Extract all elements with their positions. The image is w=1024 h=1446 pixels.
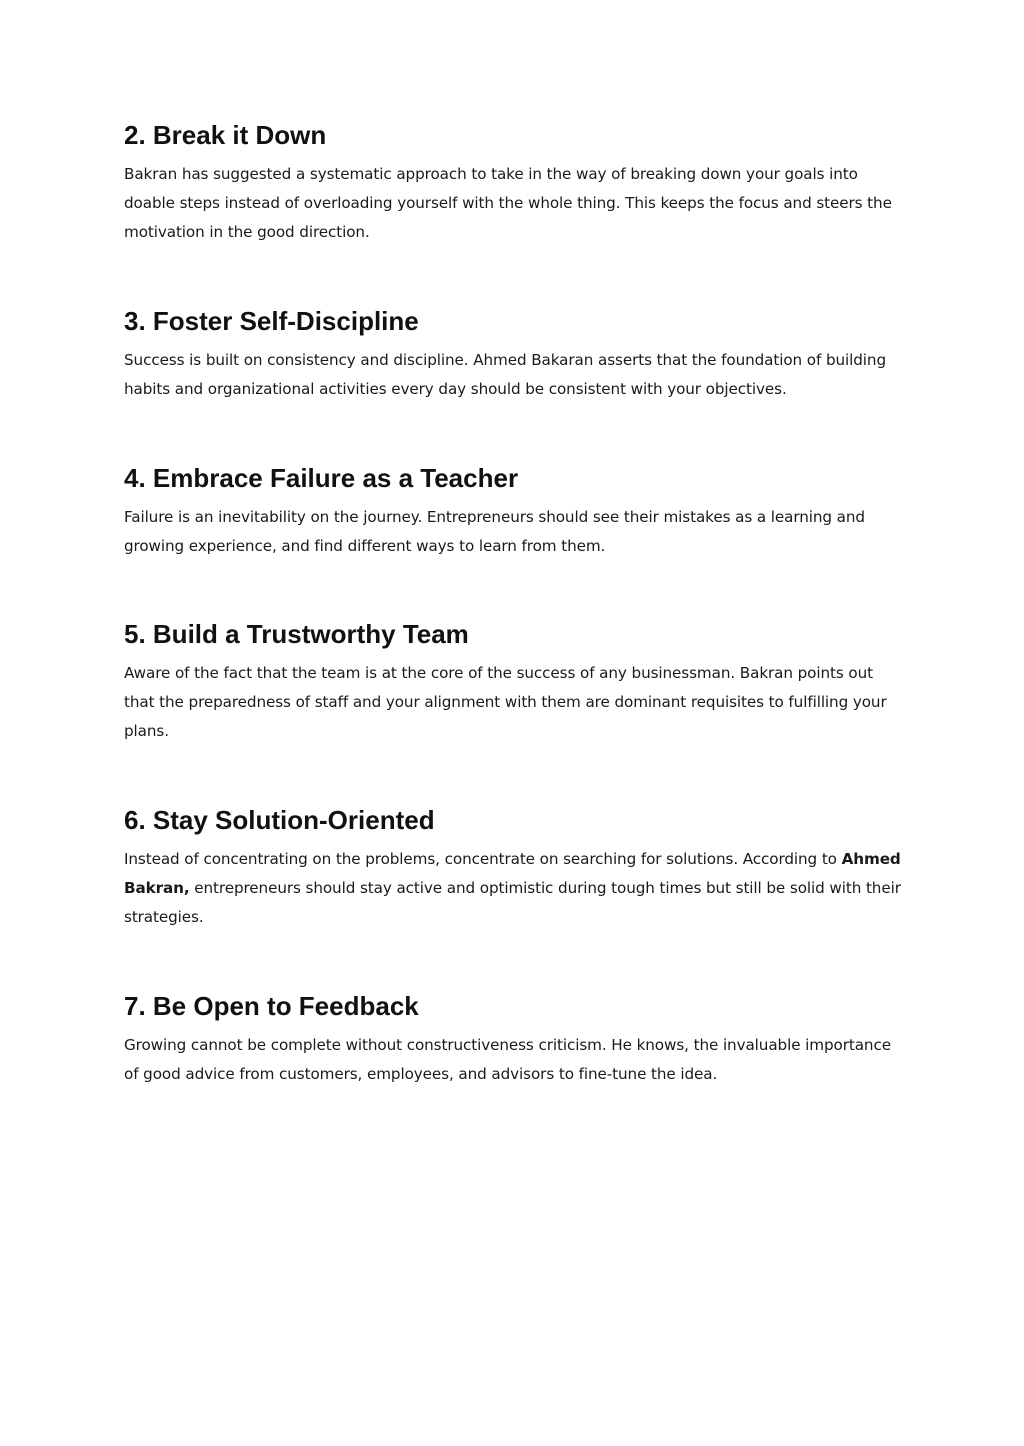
section-build-team: [124, 617, 904, 746]
body-text-after: entrepreneurs should stay active and optimistic during tough times but still be solid with their strategies.: [124, 879, 901, 926]
document-page: [124, 118, 904, 1146]
section-solution-oriented: [124, 803, 904, 932]
section-embrace-failure: [124, 461, 904, 561]
section-heading: 2. Break it Down: [124, 120, 327, 150]
section-heading: 7. Be Open to Feedback: [124, 991, 419, 1021]
section-heading: 4. Embrace Failure as a Teacher: [124, 463, 519, 493]
section-heading: 5. Build a Trustworthy Team: [124, 619, 469, 649]
author-name-bold: Ahmed Bakran,: [124, 850, 901, 897]
section-foster-self-discipline: [124, 304, 904, 404]
section-body: Aware of the fact that the team is at the core of the success of any businessman. Bakran points out that the preparedness of staff and your alignment with them are dominant requisites to fulfilling your plans.: [124, 664, 887, 740]
section-open-to-feedback: [124, 989, 904, 1089]
section-body: Growing cannot be complete without constructiveness criticism. He knows, the invaluable importance of good advice from customers, employees, and advisors to fine-tune the idea.: [124, 1036, 891, 1083]
section-heading: 3. Foster Self-Discipline: [124, 306, 419, 336]
section-body: Bakran has suggested a systematic approach to take in the way of breaking down your goals into doable steps instead of overloading yourself with the whole thing. This keeps the focus and steers the motivation in the good direction.: [124, 165, 892, 241]
section-body: Success is built on consistency and discipline. Ahmed Bakaran asserts that the foundation of building habits and organizational activities every day should be consistent with your objectives.: [124, 351, 886, 398]
section-heading: 6. Stay Solution-Oriented: [124, 805, 435, 835]
section-body: [124, 845, 904, 932]
section-body: Failure is an inevitability on the journey. Entrepreneurs should see their mistakes as a learning and growing experience, and find different ways to learn from them.: [124, 508, 865, 555]
body-text-before: Instead of concentrating on the problems, concentrate on searching for solutions. According to: [124, 850, 842, 868]
section-break-it-down: [124, 118, 904, 247]
